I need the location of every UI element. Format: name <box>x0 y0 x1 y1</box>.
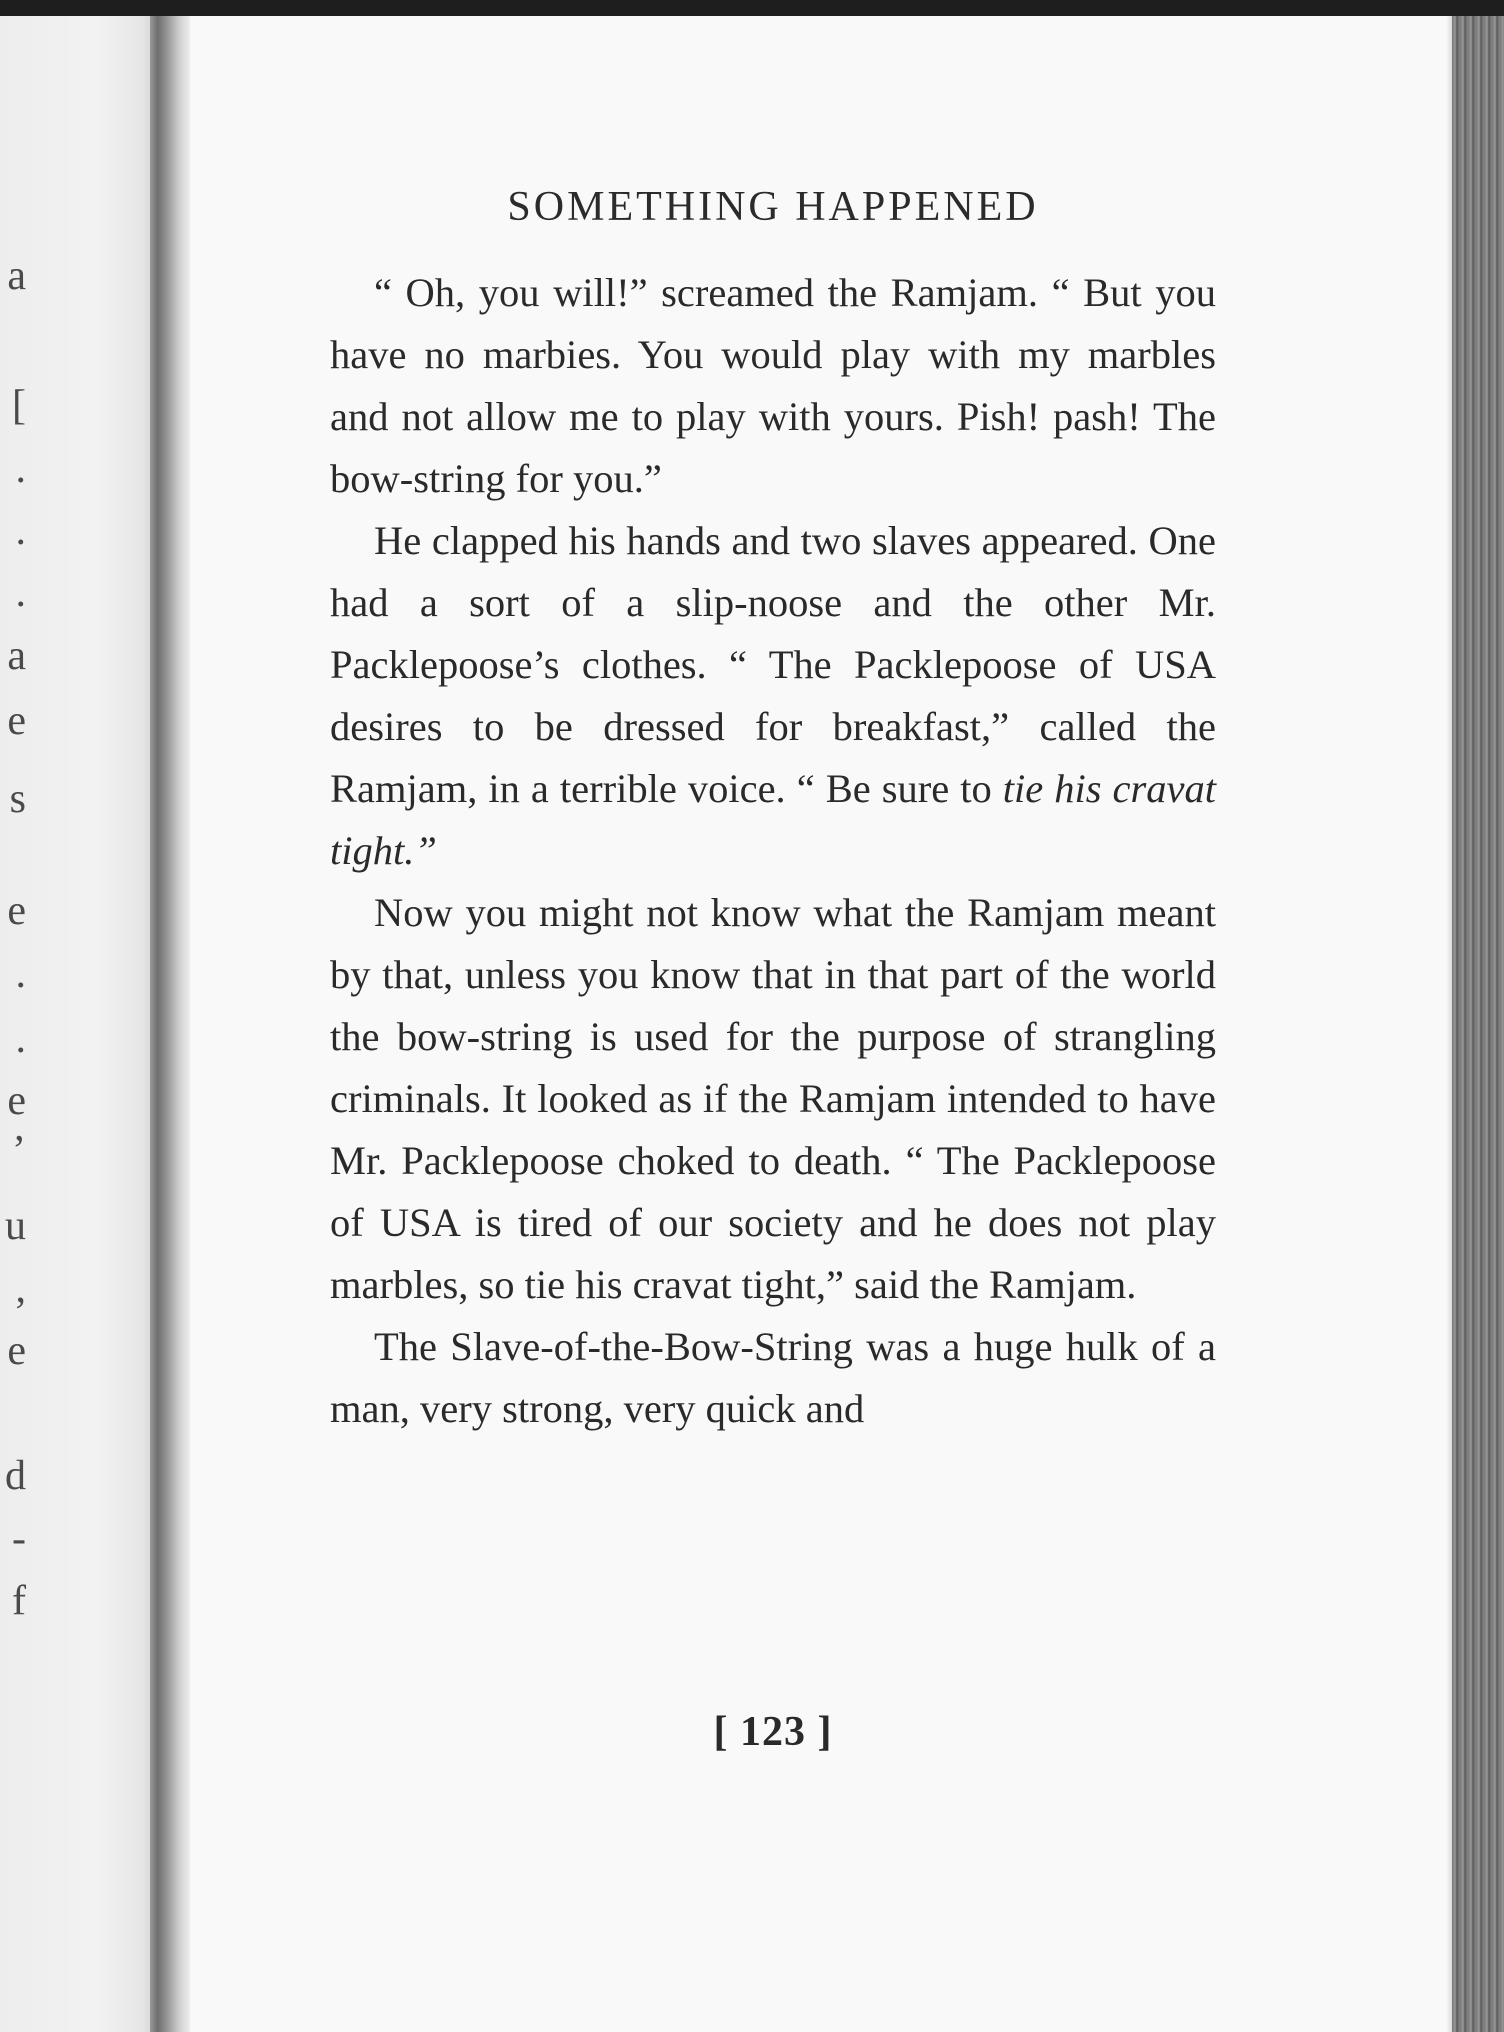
running-head: SOMETHING HAPPENED <box>507 184 1039 230</box>
left-facing-page <box>0 16 158 2032</box>
left-page-glyph: s <box>9 776 26 822</box>
text-run: He clapped his hands and two slaves appeared. One had a sort of a slip-noose and the other Mr. Packlepoose’s clothes. “ The Packlepoose of USA desires to be dressed for breakfast,” called the Ramjam, in a terrible voice. “ Be sure to <box>330 518 1216 811</box>
left-page-glyph: f <box>12 1578 26 1624</box>
left-page-glyph: [ <box>12 383 26 429</box>
left-page-glyph: e <box>7 698 26 744</box>
left-page-glyph: - <box>12 1516 26 1562</box>
left-page-glyph: . <box>15 1016 26 1062</box>
paragraph <box>330 262 1216 510</box>
page-edge-stack <box>1452 16 1504 2032</box>
left-page-glyph: . <box>15 446 26 492</box>
top-scan-margin <box>0 0 1504 16</box>
text-run: The Slave-of-the-Bow-String was a huge hulk of a man, very strong, very quick and <box>330 1324 1216 1431</box>
italic-text-run: tie his cravat tight.” <box>330 766 1216 873</box>
left-page-glyph: u <box>5 1203 26 1249</box>
left-page-glyph: . <box>15 951 26 997</box>
left-page-glyph: . <box>15 570 26 616</box>
left-page-glyph: e <box>7 888 26 934</box>
left-page-glyph: ’ <box>12 1128 26 1174</box>
left-page-glyph: . <box>15 508 26 554</box>
text-run: “ Oh, you will!” screamed the Ramjam. “ But you have no marbies. You would play with my marbles and not allow me to play with yours. Pish! pash! The bow-string for you.” <box>330 270 1216 501</box>
text-run: Now you might not know what the Ramjam meant by that, unless you know that in that part of the world the bow-string is used for the purpose of strangling criminals. It looked as if the Ramjam intended to have Mr. Packlepoose choked to death. “ The Packlepoose of USA is tired of our society and he does not play marbles, so tie his cravat tight,” said the Ramjam. <box>330 890 1216 1307</box>
left-page-glyph: e <box>7 1078 26 1124</box>
left-page-glyph: a <box>7 253 26 299</box>
left-page-glyph: d <box>5 1453 26 1499</box>
left-page-glyph: e <box>7 1328 26 1374</box>
book-gutter-shadow <box>150 16 192 2032</box>
left-page-glyph: , <box>15 1266 26 1312</box>
paragraph <box>330 1316 1216 1440</box>
paragraph <box>330 510 1216 882</box>
left-page-cut-off-text <box>0 16 30 2032</box>
body-text <box>330 262 1216 1440</box>
paragraph <box>330 882 1216 1316</box>
page-number: [ 123 ] <box>713 1709 833 1755</box>
left-page-glyph: a <box>7 633 26 679</box>
